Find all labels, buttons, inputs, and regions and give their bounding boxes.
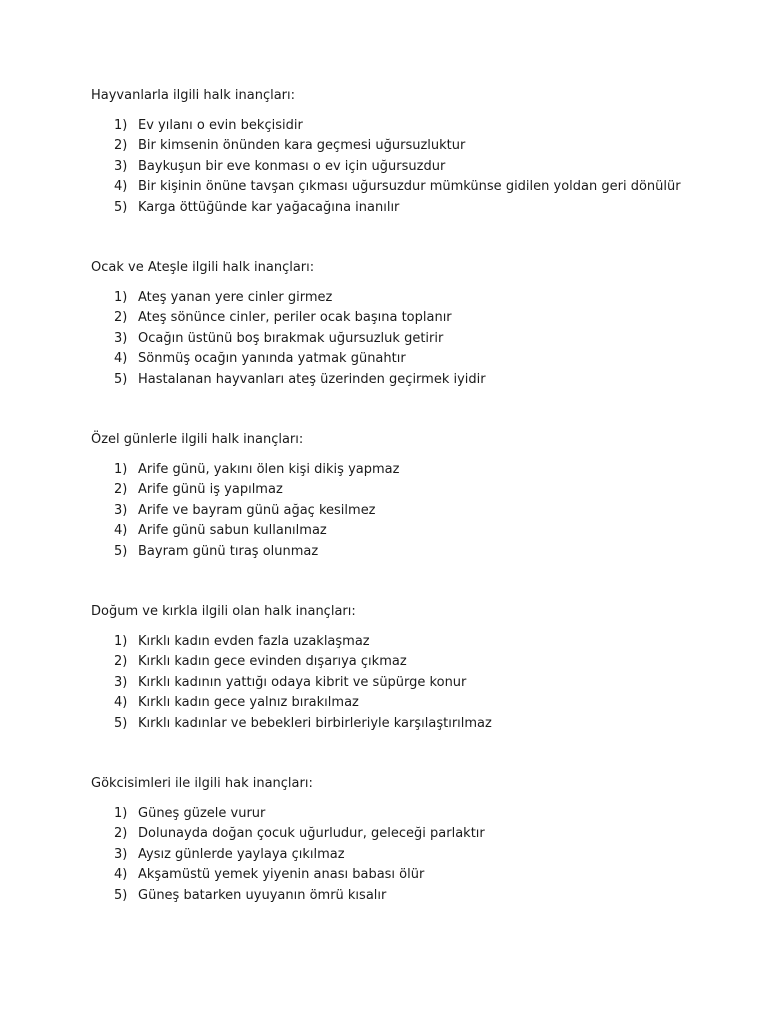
item-number: 1) bbox=[114, 118, 128, 133]
belief-list bbox=[91, 290, 731, 388]
section-title: Ocak ve Ateşle ilgili halk inançları: bbox=[91, 260, 315, 275]
list-item bbox=[91, 716, 731, 732]
list-item bbox=[91, 372, 731, 388]
list-item bbox=[91, 675, 731, 691]
section-birth-forty-days bbox=[91, 604, 731, 736]
item-number: 3) bbox=[114, 846, 128, 862]
list-item bbox=[91, 138, 731, 154]
item-number: 4) bbox=[114, 867, 128, 883]
item-number: 4) bbox=[114, 695, 128, 711]
list-item bbox=[91, 179, 731, 195]
item-number: 5) bbox=[114, 715, 128, 731]
list-item bbox=[91, 634, 731, 650]
belief-list bbox=[91, 462, 731, 560]
item-text: Ocağın üstünü boş bırakmak uğursuzluk getirir bbox=[138, 330, 444, 346]
list-item bbox=[91, 462, 731, 478]
list-item bbox=[91, 200, 731, 216]
list-item bbox=[91, 847, 731, 863]
item-text: Kırklı kadın gece evinden dışarıya çıkmaz bbox=[138, 654, 407, 670]
item-text: Akşamüstü yemek yiyenin anası babası ölür bbox=[138, 867, 425, 883]
item-number: 1) bbox=[114, 290, 128, 305]
item-number: 1) bbox=[114, 806, 128, 821]
list-item bbox=[91, 118, 731, 134]
item-number: 4) bbox=[114, 351, 128, 367]
item-text: Bayram günü tıraş olunmaz bbox=[138, 543, 319, 559]
item-text: Arife günü iş yapılmaz bbox=[138, 482, 283, 498]
belief-list bbox=[91, 634, 731, 732]
item-number: 2) bbox=[114, 826, 128, 842]
item-text: Ev yılanı o evin bekçisidir bbox=[138, 118, 303, 133]
item-text: Kırklı kadının yattığı odaya kibrit ve süpürge konur bbox=[138, 674, 467, 690]
section-hearth-fire bbox=[91, 260, 731, 392]
section-celestial-bodies bbox=[91, 776, 731, 908]
item-text: Arife ve bayram günü ağaç kesilmez bbox=[138, 502, 376, 518]
item-number: 5) bbox=[114, 887, 128, 903]
item-number: 3) bbox=[114, 502, 128, 518]
item-number: 2) bbox=[114, 654, 128, 670]
list-item bbox=[91, 806, 731, 822]
item-number: 5) bbox=[114, 543, 128, 559]
item-text: Bir kimsenin önünden kara geçmesi uğursuzluktur bbox=[138, 138, 466, 154]
item-text: Aysız günlerde yaylaya çıkılmaz bbox=[138, 846, 345, 862]
item-number: 1) bbox=[114, 462, 128, 477]
section-title: Hayvanlarla ilgili halk inançları: bbox=[91, 88, 296, 103]
item-text: Baykuşun bir eve konması o ev için uğursuzdur bbox=[138, 158, 446, 174]
item-text: Ateş yanan yere cinler girmez bbox=[138, 290, 333, 305]
list-item bbox=[91, 503, 731, 519]
item-text: Arife günü sabun kullanılmaz bbox=[138, 523, 327, 539]
list-item bbox=[91, 888, 731, 904]
list-item bbox=[91, 351, 731, 367]
list-item bbox=[91, 159, 731, 175]
belief-list bbox=[91, 118, 731, 216]
item-number: 3) bbox=[114, 674, 128, 690]
item-number: 3) bbox=[114, 330, 128, 346]
section-special-days bbox=[91, 432, 731, 564]
section-title: Doğum ve kırkla ilgili olan halk inançları: bbox=[91, 604, 356, 619]
item-text: Kırklı kadın evden fazla uzaklaşmaz bbox=[138, 634, 370, 649]
list-item bbox=[91, 310, 731, 326]
item-text: Arife günü, yakını ölen kişi dikiş yapmaz bbox=[138, 462, 400, 477]
item-number: 2) bbox=[114, 482, 128, 498]
section-title: Gökcisimleri ile ilgili hak inançları: bbox=[91, 776, 313, 791]
item-text: Güneş batarken uyuyanın ömrü kısalır bbox=[138, 887, 387, 903]
list-item bbox=[91, 654, 731, 670]
item-text: Bir kişinin önüne tavşan çıkması uğursuzdur mümkünse gidilen yoldan geri dönülür bbox=[138, 179, 681, 195]
item-number: 5) bbox=[114, 199, 128, 215]
list-item bbox=[91, 290, 731, 306]
item-number: 2) bbox=[114, 310, 128, 326]
item-text: Dolunayda doğan çocuk uğurludur, geleceği parlaktır bbox=[138, 826, 485, 842]
list-item bbox=[91, 482, 731, 498]
item-number: 3) bbox=[114, 158, 128, 174]
item-text: Kırklı kadın gece yalnız bırakılmaz bbox=[138, 695, 359, 711]
section-title: Özel günlerle ilgili halk inançları: bbox=[91, 432, 304, 447]
item-text: Ateş sönünce cinler, periler ocak başına toplanır bbox=[138, 310, 452, 326]
item-number: 2) bbox=[114, 138, 128, 154]
list-item bbox=[91, 826, 731, 842]
item-number: 4) bbox=[114, 179, 128, 195]
item-text: Kırklı kadınlar ve bebekleri birbirleriyle karşılaştırılmaz bbox=[138, 715, 492, 731]
item-text: Karga öttüğünde kar yağacağına inanılır bbox=[138, 199, 400, 215]
list-item bbox=[91, 695, 731, 711]
list-item bbox=[91, 523, 731, 539]
item-text: Hastalanan hayvanları ateş üzerinden geçirmek iyidir bbox=[138, 371, 486, 387]
item-text: Sönmüş ocağın yanında yatmak günahtır bbox=[138, 351, 406, 367]
list-item bbox=[91, 867, 731, 883]
item-number: 1) bbox=[114, 634, 128, 649]
list-item bbox=[91, 331, 731, 347]
item-text: Güneş güzele vurur bbox=[138, 806, 266, 821]
section-animals bbox=[91, 88, 731, 220]
list-item bbox=[91, 544, 731, 560]
belief-list bbox=[91, 806, 731, 904]
item-number: 5) bbox=[114, 371, 128, 387]
item-number: 4) bbox=[114, 523, 128, 539]
